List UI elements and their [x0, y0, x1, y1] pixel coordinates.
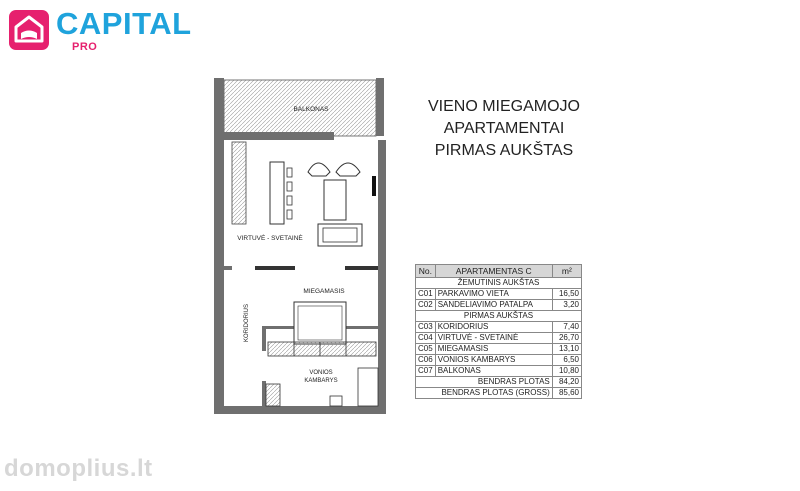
- table-row: [416, 355, 582, 366]
- row-area: 16,50: [552, 289, 581, 300]
- floor-plan: [210, 76, 390, 416]
- total-gross-area: 85,60: [552, 388, 581, 399]
- total-label: BENDRAS PLOTAS: [416, 377, 553, 388]
- plan-title: [404, 96, 604, 162]
- header-name: APARTAMENTAS C: [435, 265, 552, 278]
- table-header-row: [416, 265, 582, 278]
- kitchen-living-label: VIRTUVĖ - SVETAINĖ: [237, 235, 303, 242]
- balcony-label: BALKONAS: [293, 106, 329, 113]
- section-row: [416, 311, 582, 322]
- row-name: MIEGAMASIS: [435, 344, 552, 355]
- brand-name: CAPITAL: [56, 6, 192, 41]
- area-table: [415, 264, 582, 399]
- header-no: No.: [416, 265, 436, 278]
- row-area: 10,80: [552, 366, 581, 377]
- total-gross-row: [416, 388, 582, 399]
- row-code: C03: [416, 322, 436, 333]
- table-row: [416, 289, 582, 300]
- total-row: [416, 377, 582, 388]
- row-code: C04: [416, 333, 436, 344]
- section-lower-floor: ŽEMUTINIS AUKŠTAS: [416, 278, 582, 289]
- brand-sub: PRO: [72, 41, 98, 53]
- row-area: 6,50: [552, 355, 581, 366]
- table-row: [416, 366, 582, 377]
- row-name: BALKONAS: [435, 366, 552, 377]
- row-name: SANDELIAVIMO PATALPA: [435, 300, 552, 311]
- title-line-3: PIRMAS AUKŠTAS: [434, 142, 574, 159]
- row-name: KORIDORIUS: [435, 322, 552, 333]
- row-name: VONIOS KAMBARYS: [435, 355, 552, 366]
- row-code: C05: [416, 344, 436, 355]
- table-row: [416, 322, 582, 333]
- row-code: C06: [416, 355, 436, 366]
- row-name: PARKAVIMO VIETA: [435, 289, 552, 300]
- table-row: [416, 344, 582, 355]
- total-area: 84,20: [552, 377, 581, 388]
- row-area: 3,20: [552, 300, 581, 311]
- row-code: C07: [416, 366, 436, 377]
- section-row: [416, 278, 582, 289]
- row-name: VIRTUVĖ - SVETAINĖ: [435, 333, 552, 344]
- bathroom-label-line2: KAMBARYS: [304, 378, 338, 384]
- header-unit: m²: [552, 265, 581, 278]
- bathroom-label-line1: VONIOS: [309, 370, 333, 376]
- row-area: 26,70: [552, 333, 581, 344]
- title-line-1: VIENO MIEGAMOJO: [427, 98, 580, 115]
- title-line-2: APARTAMENTAI: [443, 120, 565, 137]
- total-gross-label: BENDRAS PLOTAS (GROSS): [416, 388, 553, 399]
- row-code: C02: [416, 300, 436, 311]
- row-area: 7,40: [552, 322, 581, 333]
- table-row: [416, 300, 582, 311]
- corridor-label: KORIDORIUS: [244, 303, 250, 343]
- row-code: C01: [416, 289, 436, 300]
- watermark: domoplius.lt: [4, 455, 153, 482]
- table-row: [416, 333, 582, 344]
- bedroom-label: MIEGAMASIS: [303, 288, 345, 295]
- section-first-floor: PIRMAS AUKŠTAS: [416, 311, 582, 322]
- house-book-logo-icon: [9, 10, 49, 50]
- row-area: 13,10: [552, 344, 581, 355]
- brand-logo: [9, 8, 199, 52]
